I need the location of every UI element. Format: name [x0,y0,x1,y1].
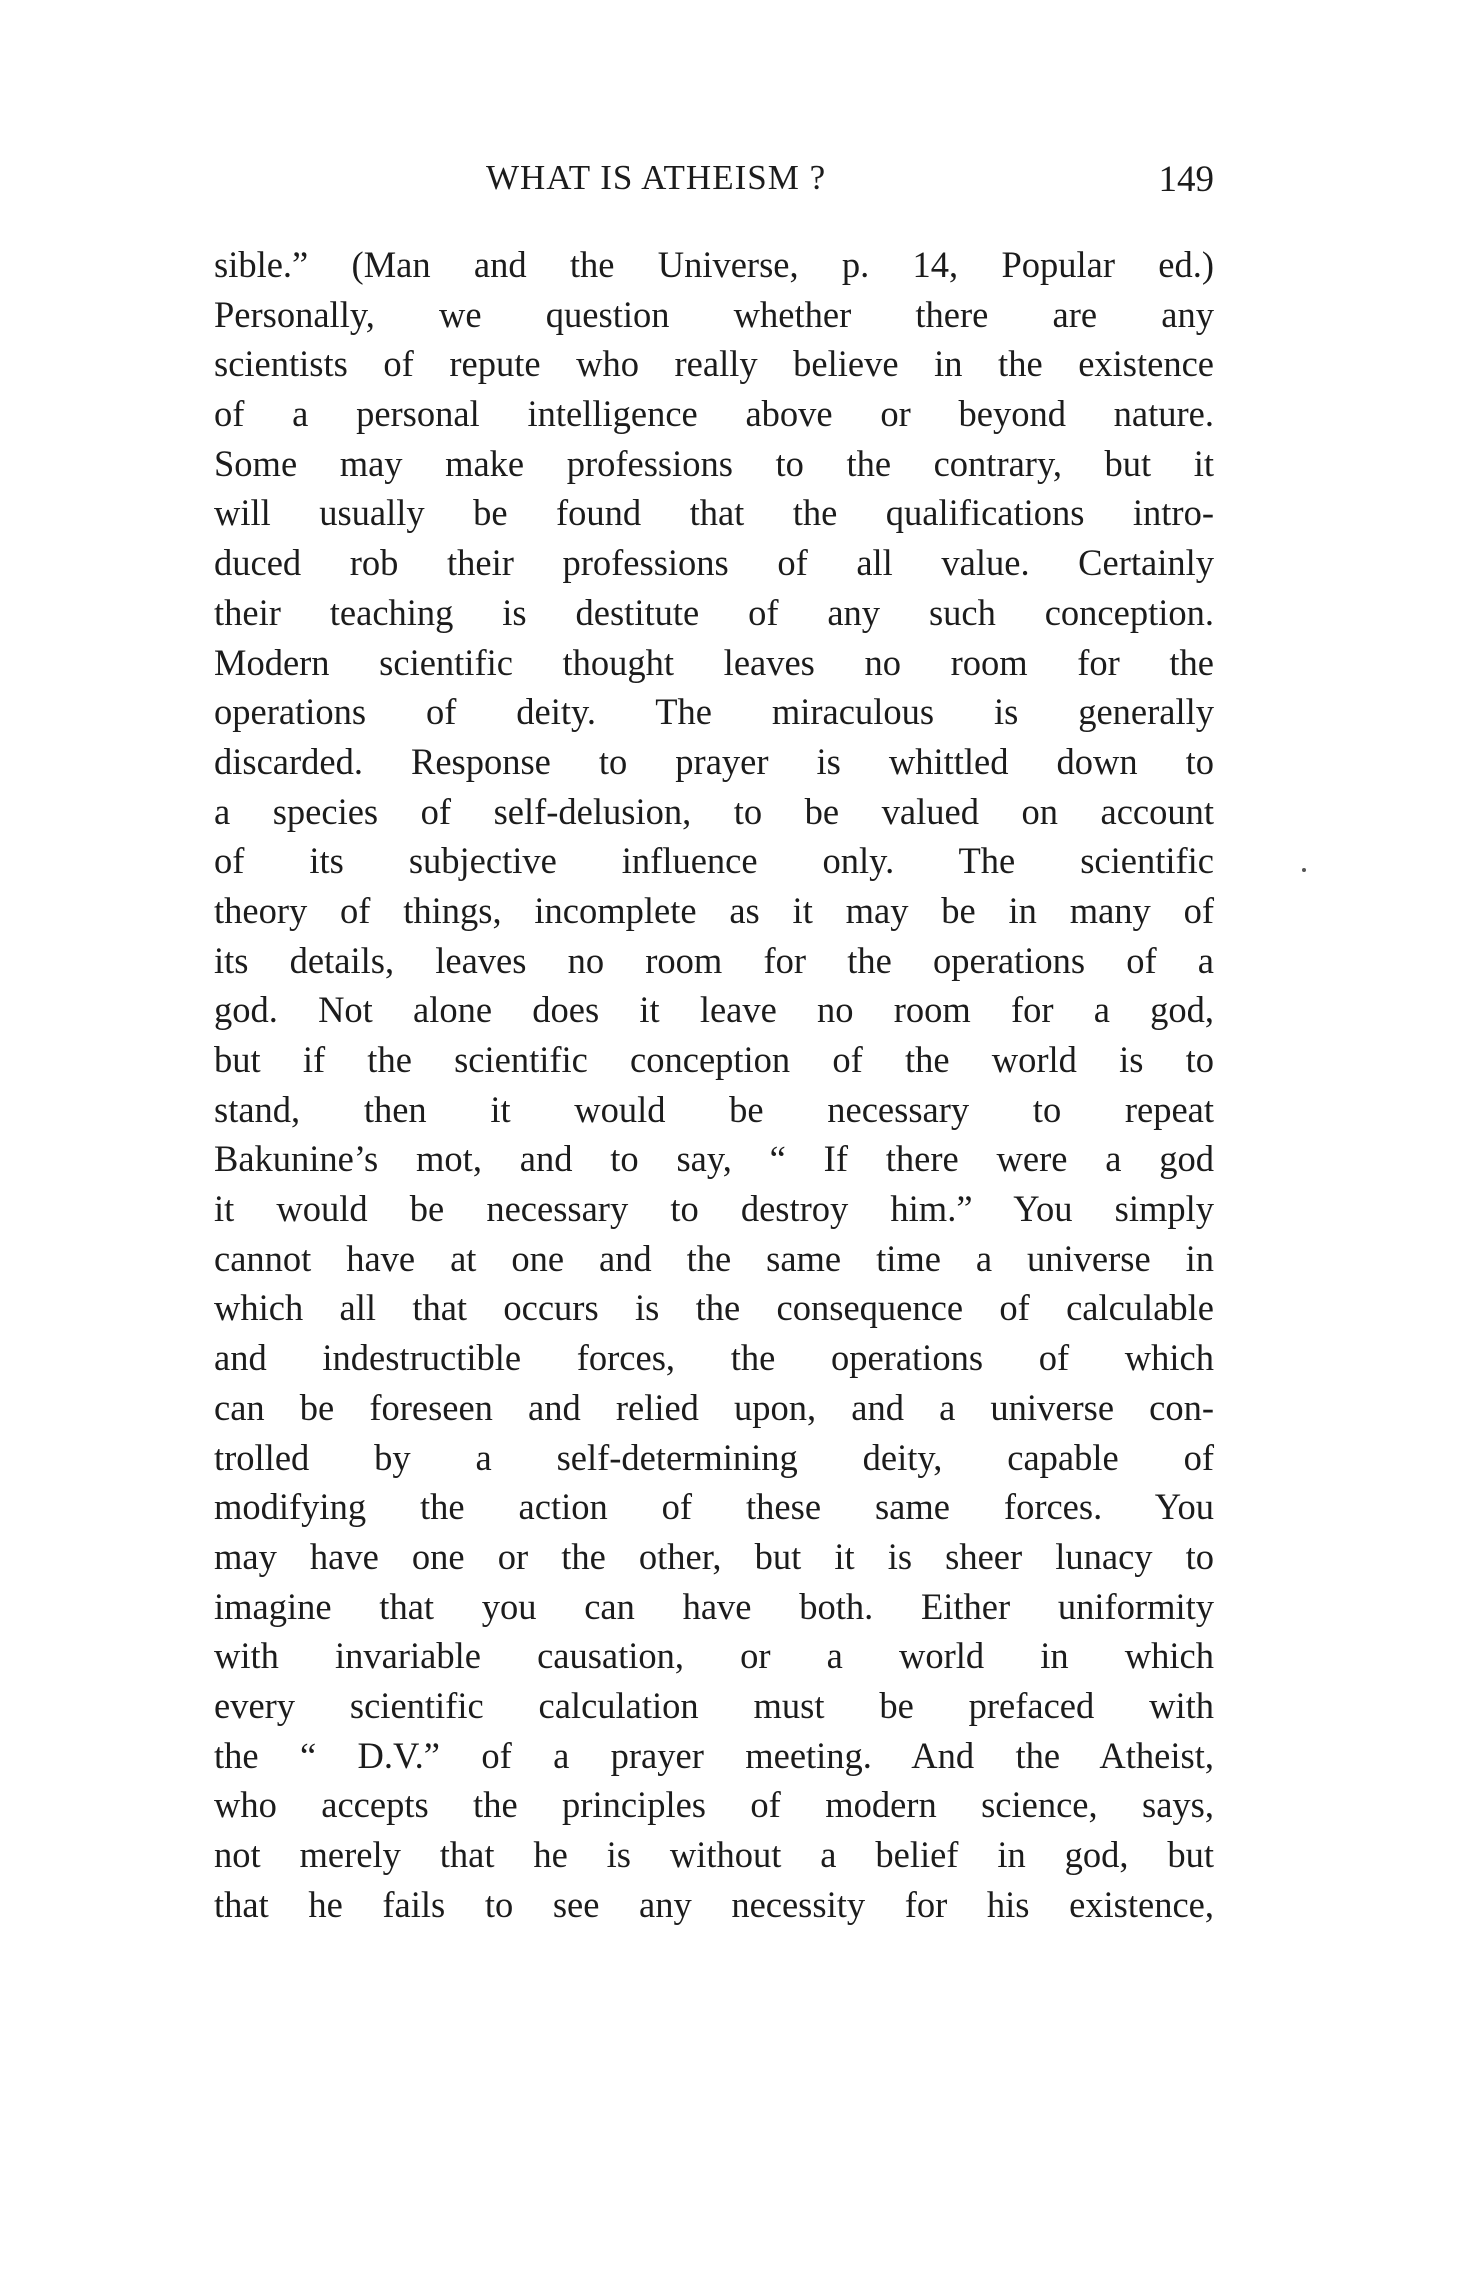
text-line: the “ D.V.” of a prayer meeting. And the Atheist, [214,1734,1214,1776]
text-line: will usually be found that the qualifications intro- [214,492,1214,534]
text-line: theory of things, incomplete as it may be in many of [214,889,1214,931]
text-line: of its subjective influence only. The scientific [214,840,1214,882]
text-line: imagine that you can have both. Either uniformity [214,1585,1214,1627]
text-line: with invariable causation, or a world in which [214,1635,1214,1677]
text-line: Personally, we question whether there are any [214,293,1214,335]
text-line: god. Not alone does it leave no room for a god, [214,989,1214,1031]
text-line: their teaching is destitute of any such conception. [214,591,1214,633]
text-line: may have one or the other, but it is sheer lunacy to [214,1535,1214,1577]
text-line: a species of self-delusion, to be valued on account [214,790,1214,832]
text-line: who accepts the principles of modern science, says, [214,1784,1214,1826]
text-line: every scientific calculation must be prefaced with [214,1684,1214,1726]
page-number: 149 [1158,159,1214,200]
text-line: scientists of repute who really believe in the existence [214,343,1214,385]
text-line: trolled by a self-determining deity, capable of [214,1436,1214,1478]
text-line: and indestructible forces, the operations of which [214,1337,1214,1379]
body-text [214,240,1214,1929]
text-line: Modern scientific thought leaves no room for the [214,641,1214,683]
text-line: its details, leaves no room for the operations of a [214,939,1214,981]
text-line: stand, then it would be necessary to repeat [214,1088,1214,1130]
text-line: discarded. Response to prayer is whittled down to [214,740,1214,782]
text-line: of a personal intelligence above or beyond nature. [214,393,1214,435]
text-line: Some may make professions to the contrary, but it [214,442,1214,484]
text-line: operations of deity. The miraculous is generally [214,691,1214,733]
text-line: Bakunine’s mot, and to say, “ If there were a god [214,1138,1214,1180]
text-line: but if the scientific conception of the world is to [214,1039,1214,1080]
scan-speck [1302,868,1306,872]
text-line: which all that occurs is the consequence of calculable [214,1287,1214,1329]
text-line: it would be necessary to destroy him.” You simply [214,1188,1214,1230]
text-line: modifying the action of these same forces. You [214,1486,1214,1528]
text-line: sible.” (Man and the Universe, p. 14, Popular ed.) [214,244,1214,285]
text-line: duced rob their professions of all value. Certainly [214,542,1214,584]
text-line: that he fails to see any necessity for his existence, [214,1883,1214,1925]
text-line: cannot have at one and the same time a universe in [214,1237,1214,1279]
text-line: can be foreseen and relied upon, and a universe con- [214,1386,1214,1428]
text-line: not merely that he is without a belief in god, but [214,1834,1214,1875]
running-title: WHAT IS ATHEISM ? [486,158,827,197]
running-head [214,150,1214,206]
